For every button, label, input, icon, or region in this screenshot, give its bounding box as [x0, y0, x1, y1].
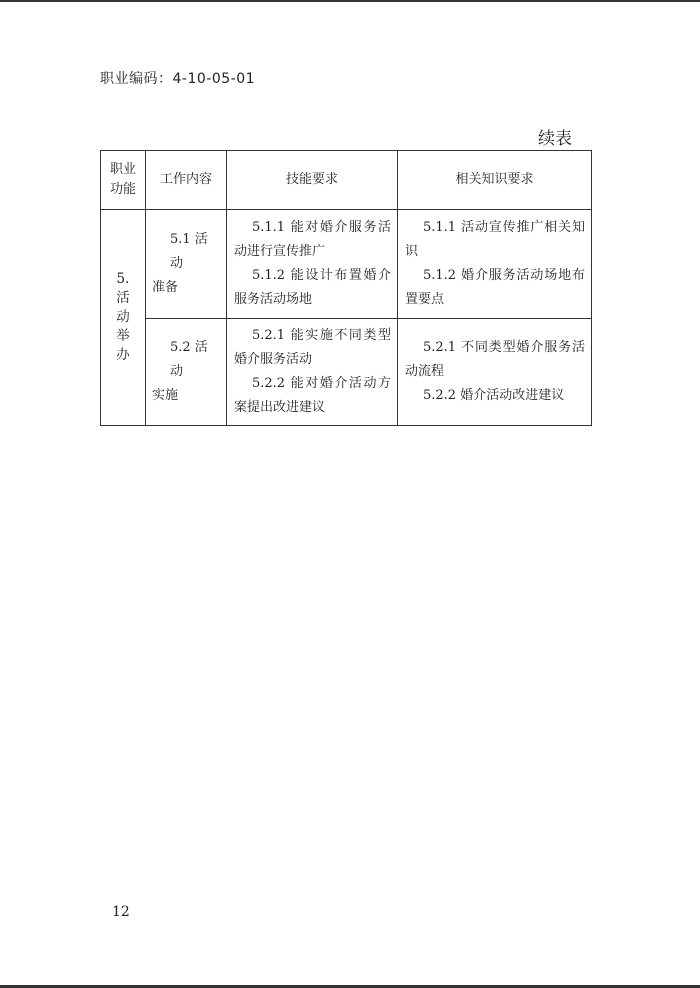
skill-standard-table [100, 150, 592, 426]
work-content-cell [146, 319, 227, 426]
work-content-line1: 5.2 活 动 [170, 340, 208, 379]
function-cell [101, 210, 146, 426]
knowledge-cell [398, 319, 592, 426]
knowledge-item: 5.1.1 活动宣传推广相关知识 [405, 220, 585, 259]
header-skill-requirements: 技能要求 [227, 151, 398, 210]
table-row [101, 210, 592, 319]
function-char: 动 [116, 309, 130, 325]
work-content-line2: 准备 [152, 280, 179, 295]
continued-table-label: 续表 [538, 129, 572, 149]
skill-item: 5.2.1 能实施不同类型婚介服务活动 [234, 328, 391, 367]
knowledge-item: 5.2.1 不同类型婚介服务活动流程 [405, 340, 585, 379]
skill-item: 5.2.2 能对婚介活动方案提出改进建议 [234, 376, 391, 415]
header-work-content: 工作内容 [146, 151, 227, 210]
header-knowledge-requirements: 相关知识要求 [398, 151, 592, 210]
knowledge-item: 5.2.2 婚介活动改进建议 [423, 388, 565, 403]
table-row [101, 319, 592, 426]
top-border-line [0, 0, 700, 2]
knowledge-item: 5.1.2 婚介服务活动场地布置要点 [405, 268, 585, 307]
page-number: 12 [112, 904, 130, 920]
header-function-line2: 功能 [109, 182, 136, 197]
knowledge-cell [398, 210, 592, 319]
work-content-cell [146, 210, 227, 319]
work-content-line1: 5.1 活 动 [170, 232, 208, 271]
skills-cell [227, 319, 398, 426]
function-char: 活 [116, 290, 130, 306]
function-number: 5. [116, 271, 130, 287]
skill-item: 5.1.1 能对婚介服务活动进行宣传推广 [234, 220, 391, 259]
table-header-row [101, 151, 592, 210]
function-char: 举 [116, 328, 130, 344]
function-char: 办 [116, 347, 130, 363]
skill-item: 5.1.2 能设计布置婚介服务活动场地 [234, 268, 391, 307]
header-function [101, 151, 146, 210]
header-function-line1: 职业 [109, 162, 136, 177]
work-content-line2: 实施 [152, 388, 179, 403]
occupation-code: 职业编码：4-10-05-01 [100, 71, 256, 87]
skills-cell [227, 210, 398, 319]
